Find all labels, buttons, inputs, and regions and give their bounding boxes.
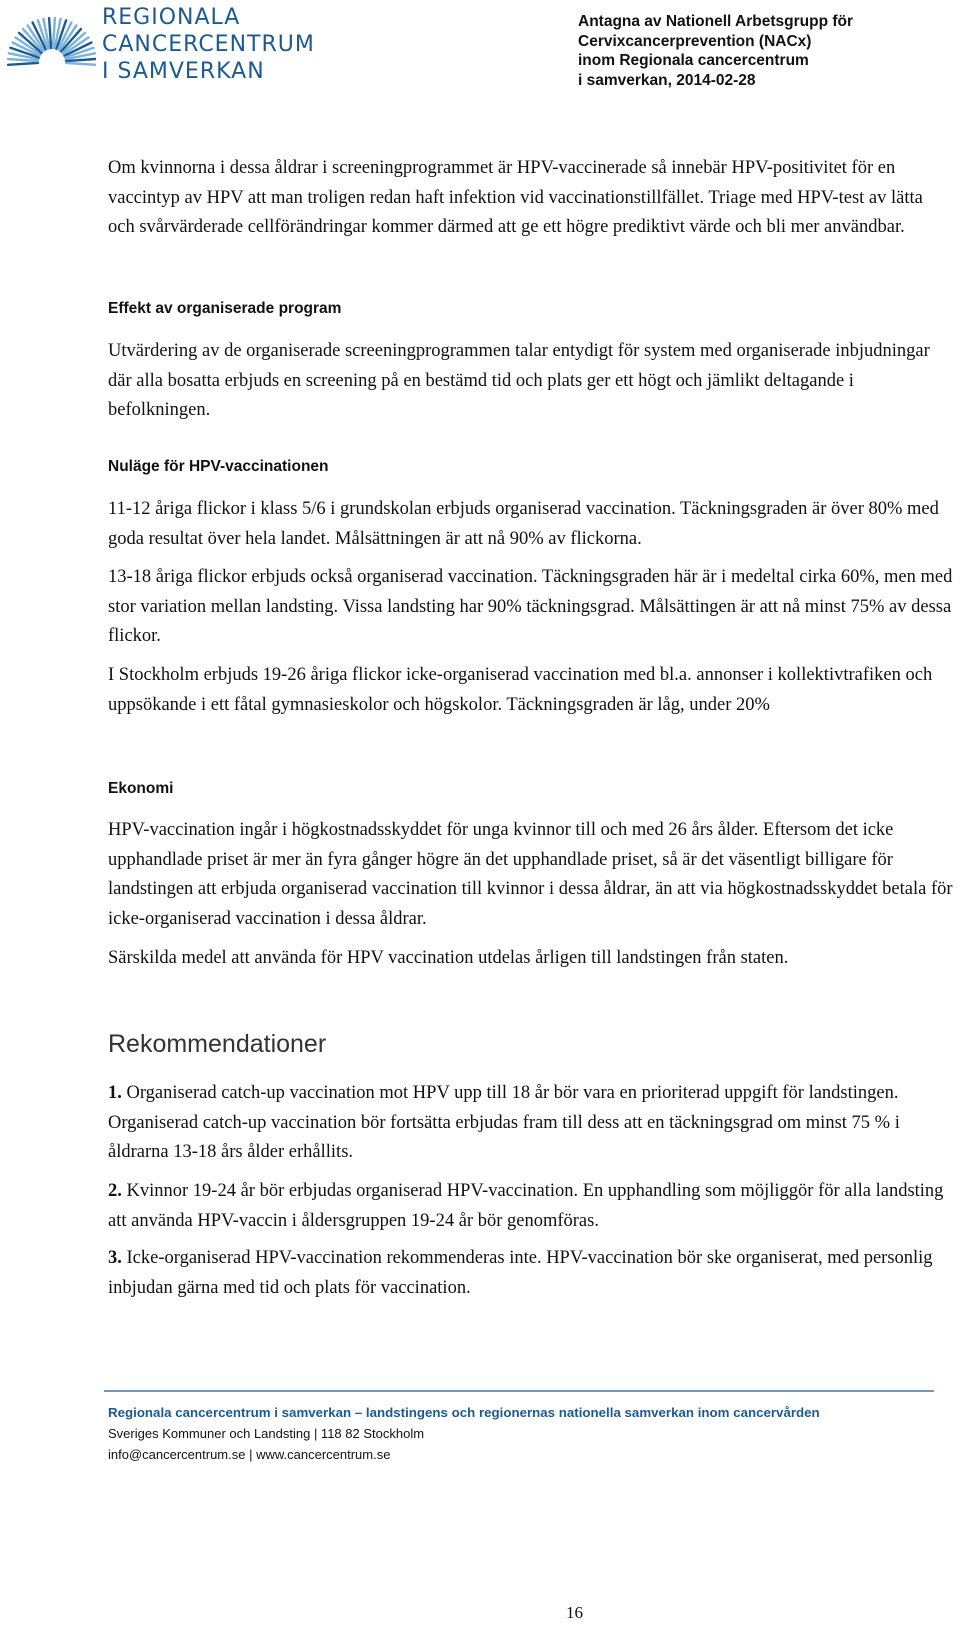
- logo-line: CANCERCENTRUM: [102, 32, 315, 57]
- sunburst-logo-icon: [6, 4, 96, 96]
- logo-line: I SAMVERKAN: [102, 59, 265, 84]
- approval-note: [578, 12, 918, 90]
- recommendation-item: [108, 1177, 953, 1236]
- footer-address-line: Sveriges Kommuner och Landsting | 118 82 Stockholm: [108, 1426, 425, 1441]
- recommendation-text: Kvinnor 19-24 år bör erbjudas organiserad HPV-vaccination. En upphandling som möjliggör för alla landsting att använda HPV-vaccin i åldersgruppen 19-24 år bör genomföras.: [108, 1181, 944, 1231]
- ekonomi-heading: Ekonomi: [108, 780, 174, 797]
- effekt-paragraph: Utvärdering av de organiserade screeningprogrammen talar entydigt för system med organiserade inbjudningar där alla bosatta erbjuds en screening på en bestämd tid och plats ger ett högt och jämlikt deltagande i befolkningen.: [108, 341, 930, 420]
- nulage-paragraph-3: I Stockholm erbjuds 19-26 åriga flickor icke-organiserad vaccination med bl.a. annonser i kollektivtrafiken och uppsökande i ett fåtal gymnasieskolor och högskolor. Täckningsgraden är låg, under 20%: [108, 665, 933, 715]
- footer-contact-line: info@cancercentrum.se | www.cancercentrum.se: [108, 1447, 391, 1462]
- recommendation-text: Organiserad catch-up vaccination mot HPV upp till 18 år bör vara en prioriterad uppgift för landstingen. Organiserad catch-up vaccination bör fortsätta erbjudas fram till dess att en täckningsgrad om minst 75 % i åldrarna 13-18 års ålder erhållits.: [108, 1083, 900, 1162]
- recommendation-number: 2.: [108, 1181, 122, 1201]
- logo-ray: [66, 63, 96, 65]
- approval-line: inom Regionala cancercentrum: [578, 52, 809, 69]
- ekonomi-paragraph-1: HPV-vaccination ingår i högkostnadsskyddet för unga kvinnor till och med 26 års ålder. Eftersom det icke upphandlade priset är mer än fyra gånger högre än det upphandlade priset, så är det väsentligt billigare för landstingen att erbjuda organiserad vaccination till kvinnor i dessa åldrar, än att via högkostnadsskyddet betala för icke-organiserad vaccination i dessa åldrar.: [108, 820, 953, 929]
- recommendation-number: 1.: [108, 1083, 122, 1103]
- recommendation-number: 3.: [108, 1248, 122, 1268]
- nulage-paragraph-1: 11-12 åriga flickor i klass 5/6 i grundskolan erbjuds organiserad vaccination. Täckningsgraden är över 80% med goda resultat över hela landet. Målsättningen är att nå 90% av flickorna.: [108, 499, 939, 549]
- logo-wordmark: [102, 4, 315, 85]
- recommendation-item: [108, 1079, 953, 1168]
- approval-line: Cervixcancerprevention (NACx): [578, 32, 812, 50]
- recommendation-item: [108, 1244, 953, 1303]
- approval-line: Antagna av Nationell Arbetsgrupp för: [578, 13, 854, 30]
- effekt-heading: Effekt av organiserade program: [108, 300, 342, 317]
- intro-paragraph: Om kvinnorna i dessa åldrar i screeningprogrammet är HPV-vaccinerade så innebär HPV-positivitet för en vaccintyp av HPV att man troligen redan haft infektion vid vaccinationstillfället. Triage med HPV-test av lätta och svårvärderade cellförändringar kommer därmed att ge ett högre prediktivt värde och bli mer användbar.: [108, 158, 923, 237]
- footer-org-line: Regionala cancercentrum i samverkan – landstingens och regionernas nationella samverkan inom cancervården: [108, 1405, 820, 1420]
- rcc-logo: [6, 4, 315, 96]
- recommendation-text: Icke-organiserad HPV-vaccination rekommenderas inte. HPV-vaccination bör ske organiserat, med personlig inbjudan gärna med tid och plats för vaccination.: [108, 1248, 933, 1298]
- logo-ray: [8, 63, 38, 65]
- approval-line: i samverkan, 2014-02-28: [578, 71, 756, 89]
- nulage-paragraph-2: 13-18 åriga flickor erbjuds också organiserad vaccination. Täckningsgraden här är i medeltal cirka 60%, men med stor variation mellan landsting. Vissa landsting har 90% täckningsgrad. Målsättingen är att nå minst 75% av dessa flickor.: [108, 567, 953, 646]
- logo-line: REGIONALA: [102, 5, 241, 30]
- footer: [108, 1402, 948, 1465]
- rekommendationer-heading: Rekommendationer: [108, 1030, 327, 1058]
- ekonomi-paragraph-2: Särskilda medel att använda för HPV vaccination utdelas årligen till landstingen från staten.: [108, 948, 789, 968]
- footer-divider: [104, 1390, 934, 1392]
- page-number: 16: [566, 1603, 583, 1622]
- nulage-heading: Nuläge för HPV-vaccinationen: [108, 458, 329, 475]
